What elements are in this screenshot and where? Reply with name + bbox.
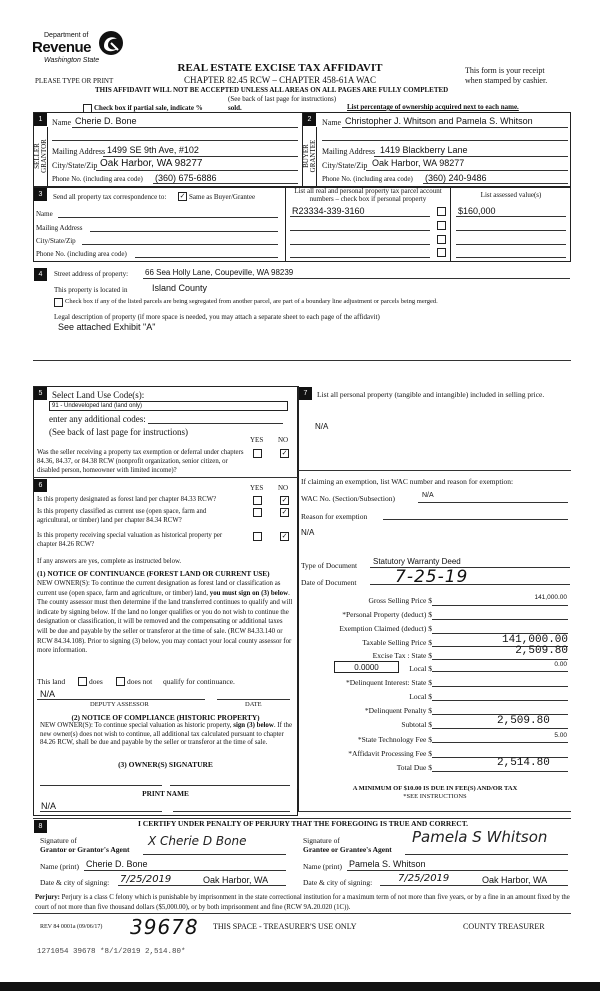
wac-label: WAC No. (Section/Subsection) [301, 494, 395, 503]
grantee-sig-label-2: Grantee or Grantee's Agent [303, 845, 392, 854]
grantee-date-label: Date & city of signing: [303, 878, 373, 887]
personal-property-checkbox-3[interactable] [437, 235, 446, 244]
ownership-note: List percentage of ownership acquired next to each name. [347, 103, 519, 111]
land-use-see-back: (See back of last page for instructions) [49, 427, 188, 437]
exemption-question: Was the seller receiving a property tax exemption or deferral under chapters 84.36, 84.37, or 84.38 RCW (nonprofit organization, senior citizen, or disabled person, homeowner with limited income)? [37, 449, 244, 474]
legal-field[interactable]: See attached Exhibit "A" [58, 322, 156, 332]
personal-property-checkbox-2[interactable] [437, 221, 446, 230]
tax-row-label: Total Due $ [396, 763, 432, 772]
grantor-date-label: Date & city of signing: [40, 878, 110, 887]
forest-yes-checkbox[interactable] [253, 496, 262, 505]
section-2-badge: 2 [303, 113, 316, 126]
street-label: Street address of property: [54, 270, 129, 278]
section-5-badge: 5 [34, 387, 47, 400]
deputy-assessor-label: DEPUTY ASSESSOR [90, 701, 149, 708]
does-checkbox[interactable] [78, 677, 87, 686]
corr-mailing-field[interactable] [90, 231, 278, 232]
logo-revenue: Revenue [32, 39, 92, 56]
does-not-label: does not [127, 677, 153, 686]
exemption-claim-label: If claiming an exemption, list WAC number and reason for exemption: [301, 477, 514, 486]
seller-mailing-label: Mailing Address [52, 147, 106, 156]
grantee-name-field[interactable]: Pamela S. Whitson [349, 859, 426, 869]
corr-phone-field[interactable] [135, 257, 278, 258]
yes-header-5: YES [250, 436, 264, 444]
forest-question: Is this property designated as forest land per chapter 84.33 RCW? [37, 496, 217, 503]
wac-field[interactable]: N/A [422, 492, 434, 499]
county-field[interactable]: Island County [152, 283, 208, 293]
corr-name-field[interactable] [58, 217, 278, 218]
exemption-yes-checkbox[interactable] [253, 449, 262, 458]
buyer-phone-field[interactable]: (360) 240-9486 [425, 173, 487, 183]
grantor-signature[interactable]: X Cherie D Bone [148, 834, 247, 848]
please-type: PLEASE TYPE OR PRINT [35, 77, 114, 85]
owner-signature-field-1[interactable] [40, 785, 162, 786]
current-use-yes-checkbox[interactable] [253, 508, 262, 517]
logo-dept: Department of [44, 32, 89, 39]
see-instructions: *SEE INSTRUCTIONS [403, 793, 467, 800]
perjury-note: Perjury: Perjury is a class C felony which is punishable by imprisonment in the state correctional institution for a maximum term of not more than five years, or by a fine in an amount fixed by the court of not more than five thousand dollars ($5,000.00), or by both imprisonment and fine (RCW 9A.20.020 (1C)). [35, 894, 570, 911]
notice1-title: (1) NOTICE OF CONTINUANCE (FOREST LAND OR CURRENT USE) [37, 569, 270, 578]
additional-codes-label: enter any additional codes: [49, 414, 146, 424]
dor-logo [32, 30, 132, 70]
doc-type-label: Type of Document [301, 561, 358, 570]
forest-no-checkbox[interactable]: ✓ [281, 496, 288, 504]
receipt-line1: This form is your receipt [465, 66, 545, 75]
tax-row-label: *Delinquent Penalty $ [364, 706, 432, 715]
tax-row-label: Excise Tax : State $ [372, 651, 432, 660]
tax-row-label: *Affidavit Processing Fee $ [348, 749, 432, 758]
owner-signature-field-2[interactable] [170, 785, 290, 786]
current-use-question: Is this property classified as current use (open space, farm and agricultural, or timber) land per chapter 84.34 RCW? [37, 508, 207, 524]
assessed-value-1[interactable]: $160,000 [458, 206, 496, 216]
receipt-line2: when stamped by cashier. [465, 76, 548, 85]
seller-name-label: Name [52, 118, 72, 127]
tax-row-label: *Personal Property (deduct) $ [342, 610, 432, 619]
tax-row-label: Exemption Claimed (deduct) $ [339, 624, 432, 633]
parcel-number-3[interactable] [290, 244, 430, 245]
notice1-body: NEW OWNER(S): To continue the current designation as forest land or classification as current use (open space, farm and agriculture, or timber) land, you must sign on (3) below. The county assessor must then determine if the land transferred continues to qualify and will indicate by signing below. If the land no longer qualifies or you do not wish to continue the designation or classification, it will be removed and the compensating or additional taxes will be due and payable by the seller or transferor at the time of sale. (RCW 84.33.140 or RCW 84.34.108). Prior to signing (3) below, you may contact your local county assessor for more information. [37, 580, 293, 655]
grantee-sig-label-1: Signature of [303, 836, 340, 845]
personal-property-label: List all personal property (tangible and intangible) included in selling price. [317, 390, 545, 399]
seller-mailing-field[interactable]: 1499 SE 9th Ave, #102 [107, 145, 199, 155]
seller-side-label [34, 127, 48, 186]
grantor-label: GRANTOR [40, 139, 48, 173]
local-rate-box[interactable]: 0.0000 [334, 661, 399, 673]
handwritten-receipt-number: 39678 [130, 915, 199, 939]
assessed-value-3[interactable] [456, 244, 566, 245]
buyer-name-label: Name [322, 118, 342, 127]
buyer-mailing-label: Mailing Address [322, 147, 376, 156]
tax-row-label: *State Technology Fee $ [357, 735, 432, 744]
section-6-badge: 6 [34, 479, 47, 492]
additional-codes-field[interactable] [148, 423, 283, 424]
total-due[interactable]: 2,514.80 [497, 757, 550, 769]
buyer-mailing-field[interactable]: 1419 Blackberry Lane [380, 145, 468, 155]
reason-field[interactable]: N/A [301, 528, 315, 537]
land-use-selected: 91 - Undeveloped land (land only) [52, 403, 143, 409]
land-use-label: Select Land Use Code(s): [52, 390, 145, 400]
buyer-label: BUYER [302, 144, 310, 168]
personal-property-checkbox-1[interactable] [437, 207, 446, 216]
section-7-badge: 7 [299, 387, 312, 400]
dor-swirl-icon [98, 30, 124, 56]
treasurer-stamp: 1271054 39678 *8/1/2019 2,514.80* [37, 948, 186, 956]
assessed-value-2[interactable] [456, 230, 566, 231]
segregated-label: Check box if any of the listed parcels are being segregated from another parcel, are part of a boundary line adjustment or parcels being merged. [65, 298, 438, 305]
section-4-badge: 4 [34, 268, 47, 281]
segregated-checkbox[interactable] [54, 298, 63, 307]
form-chapter: CHAPTER 82.45 RCW – CHAPTER 458-61A WAC [184, 75, 376, 85]
state-technology-fee[interactable]: 5.00 [554, 732, 567, 739]
grantor-sig-label-2: Grantor or Grantor's Agent [40, 845, 130, 854]
owner-signature-title: (3) OWNER(S) SIGNATURE [118, 760, 213, 769]
subtotal[interactable]: 2,509.80 [497, 715, 550, 727]
excise-tax-local[interactable]: 0.00 [554, 661, 567, 668]
sold-label: sold. [228, 104, 242, 112]
grantor-city-field[interactable]: Oak Harbor, WA [203, 875, 269, 885]
seller-phone-label: Phone No. (including area code) [52, 175, 143, 183]
logo-state: Washington State [44, 57, 100, 64]
personal-property-field[interactable]: N/A [315, 422, 329, 431]
if-yes-note: If any answers are yes, complete as instructed below. [37, 558, 182, 565]
grantor-name-label: Name (print) [40, 862, 79, 871]
land-use-select[interactable] [49, 401, 288, 411]
bottom-edge [0, 982, 600, 991]
notice2-title: (2) NOTICE OF COMPLIANCE (HISTORIC PROPERTY) [71, 713, 260, 722]
this-land-label: This land [37, 677, 66, 686]
grantee-date-field[interactable]: 7/25/2019 [398, 873, 450, 884]
corr-city-label: City/State/Zip [36, 237, 76, 245]
tax-row-label: Local $ [409, 664, 432, 673]
treasurer-use: THIS SPACE - TREASURER'S USE ONLY [213, 922, 357, 931]
county-treasurer: COUNTY TREASURER [463, 922, 545, 931]
yes-header-6: YES [250, 484, 264, 492]
buyer-side-label [303, 127, 317, 186]
print-name-label: PRINT NAME [142, 789, 189, 798]
assessor-date-label: DATE [245, 701, 262, 708]
correspondence-label: Send all property tax correspondence to: [53, 193, 167, 201]
doc-date-label: Date of Document [301, 578, 357, 587]
grantee-name-label: Name (print) [303, 862, 342, 871]
buyer-city-label: City/State/Zip [322, 161, 368, 170]
assessor-field[interactable]: N/A [40, 689, 56, 699]
buyer-phone-label: Phone No. (including area code) [322, 175, 413, 183]
assessor-date-field[interactable] [217, 699, 290, 700]
historic-yes-checkbox[interactable] [253, 532, 262, 541]
rev-number: REV 84 0001a (09/06/17) [40, 924, 103, 930]
tax-row-label: Subtotal $ [401, 720, 432, 729]
tax-row-label: *Delinquent Interest: State $ [345, 678, 432, 687]
seller-name-field[interactable]: Cherie D. Bone [75, 116, 137, 126]
seller-city-label: City/State/Zip [52, 161, 98, 170]
parcel-number-2[interactable] [290, 230, 430, 231]
delinquent-interest-local[interactable] [432, 700, 568, 701]
qualify-label: qualify for continuance. [163, 677, 235, 686]
grantor-name-field[interactable]: Cherie D. Bone [86, 859, 148, 869]
seller-label: SELLER [33, 143, 41, 169]
corr-phone-label: Phone No. (including area code) [36, 250, 127, 258]
section-8-badge: 8 [34, 820, 47, 833]
taxable-selling-price[interactable]: 141,000.00 [501, 634, 568, 646]
tax-row-label: Local $ [409, 692, 432, 701]
personal-property-deduct[interactable] [432, 619, 568, 620]
seller-phone-field[interactable]: (360) 675-6886 [155, 173, 217, 183]
notice2-body: NEW OWNER(S): To continue special valuation as historic property, sign (3) below. If the new owner(s) does not wish to continue, all additional tax calculated pursuant to chapter 84.26 RCW, shall be due and payable by the seller or transferor at the time of sale. [40, 722, 293, 746]
delinquent-interest-state[interactable] [432, 686, 568, 687]
partial-sale-label: Check box if partial sale, indicate % [94, 104, 203, 112]
grantor-sig-label-1: Signature of [40, 836, 77, 845]
street-field[interactable]: 66 Sea Holly Lane, Coupeville, WA 98239 [145, 268, 294, 277]
does-label: does [89, 677, 103, 686]
does-not-checkbox[interactable] [116, 677, 125, 686]
certify-heading: I CERTIFY UNDER PENALTY OF PERJURY THAT THE FOREGOING IS TRUE AND CORRECT. [138, 819, 469, 828]
grantee-signature[interactable]: Pamela S Whitson [412, 828, 548, 846]
parcels-header-1: List all real and personal property tax parcel account [294, 187, 442, 195]
exemption-no-checkbox[interactable]: ✓ [281, 449, 288, 457]
corr-mailing-label: Mailing Address [36, 224, 83, 232]
grantee-label: GRANTEE [309, 139, 317, 173]
tax-row-label: Gross Selling Price $ [368, 596, 432, 605]
minimum-note: A MINIMUM OF $10.00 IS DUE IN FEE(S) AND/OR TAX [352, 785, 518, 792]
excise-tax-state[interactable]: 2,509.80 [515, 645, 568, 657]
tax-row-label: Taxable Selling Price $ [362, 638, 432, 647]
warning-line: THIS AFFIDAVIT WILL NOT BE ACCEPTED UNLESS ALL AREAS ON ALL PAGES ARE FULLY COMPLETED [95, 86, 449, 94]
doc-date-field[interactable]: 7-25-19 [395, 567, 469, 587]
reason-label: Reason for exemption [301, 512, 368, 521]
section-1-badge: 1 [34, 113, 47, 126]
assessed-header: List assessed value(s) [480, 191, 542, 199]
legal-label: Legal description of property (if more space is needed, you may attach a separate sheet to each page of the affidavit) [54, 313, 380, 321]
grantor-date-field[interactable]: 7/25/2019 [120, 874, 172, 885]
assessed-value-4[interactable] [456, 257, 566, 258]
no-header-6: NO [278, 484, 289, 492]
print-name-field-2[interactable] [173, 811, 290, 812]
parcels-header-2: numbers – check box if personal property [309, 195, 427, 203]
same-as-buyer-label: Same as Buyer/Grantee [189, 193, 256, 201]
grantee-city-field[interactable]: Oak Harbor, WA [482, 875, 548, 885]
corr-city-field[interactable] [82, 244, 278, 245]
located-label: This property is located in [54, 286, 128, 294]
no-header-5: NO [278, 436, 289, 444]
gross-selling-price[interactable]: 141,000.00 [534, 594, 567, 601]
corr-name-label: Name [36, 210, 53, 218]
personal-property-checkbox-4[interactable] [437, 248, 446, 257]
print-name-field[interactable]: N/A [41, 801, 57, 811]
same-as-buyer-checkbox[interactable]: ✓ [179, 192, 186, 200]
doc-type-field[interactable]: Statutory Warranty Deed [373, 557, 461, 566]
form-title: REAL ESTATE EXCISE TAX AFFIDAVIT [177, 62, 383, 74]
buyer-city-field[interactable]: Oak Harbor, WA 98277 [372, 158, 465, 168]
section-3-badge: 3 [34, 188, 47, 201]
see-back-note: (See back of last page for instructions) [228, 95, 337, 103]
parcel-number-4[interactable] [290, 257, 430, 258]
current-use-no-checkbox[interactable]: ✓ [281, 508, 288, 516]
seller-city-field[interactable]: Oak Harbor, WA 98277 [100, 158, 203, 169]
parcel-number-1[interactable]: R23334-339-3160 [292, 206, 365, 216]
buyer-name-field[interactable]: Christopher J. Whitson and Pamela S. Whitson [345, 116, 533, 126]
historic-question: Is this property receiving special valuation as historical property per chapter 84.26 RCW? [37, 532, 223, 548]
historic-no-checkbox[interactable]: ✓ [281, 532, 288, 540]
